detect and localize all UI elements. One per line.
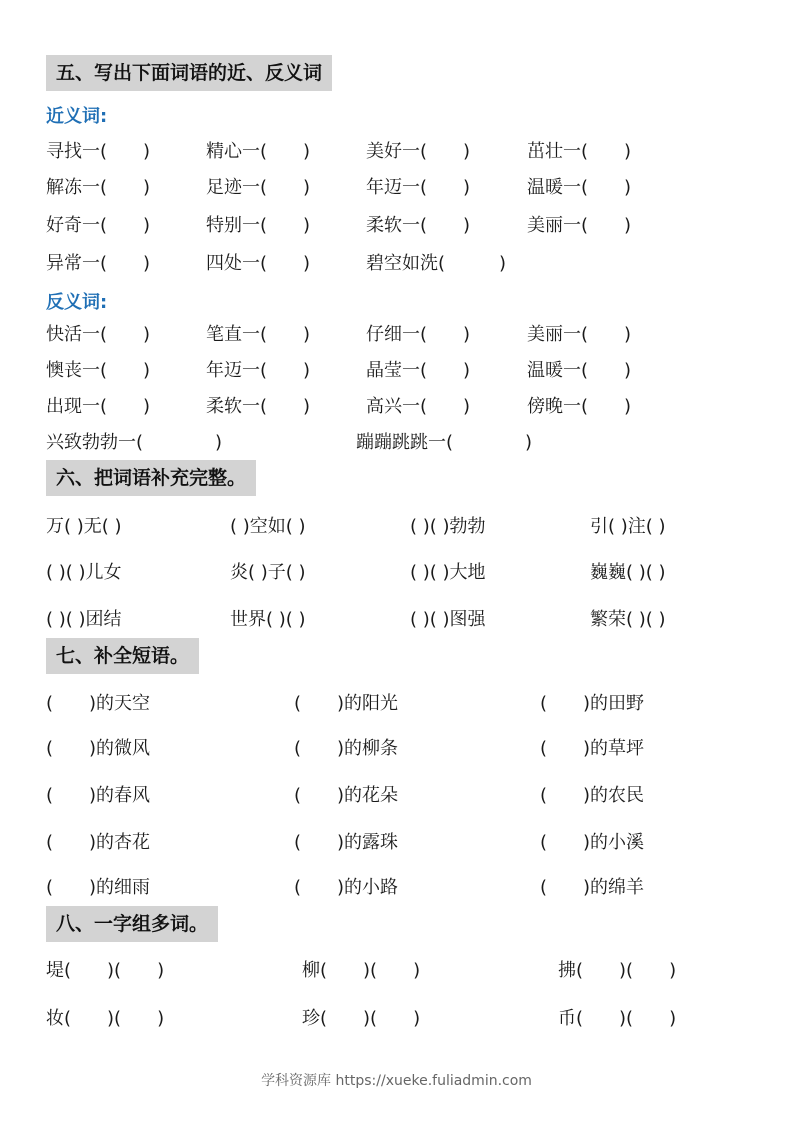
word-group-item: 拂( )( ) bbox=[558, 960, 677, 981]
antonym-item: 傍晚一( ) bbox=[527, 396, 632, 417]
idiom-item: ( )( )勃勃 bbox=[410, 516, 486, 537]
idiom-item: ( )( )儿女 bbox=[46, 562, 122, 583]
antonym-item: 高兴一( ) bbox=[366, 396, 471, 417]
antonym-item: 温暖一( ) bbox=[527, 360, 632, 381]
synonym-item: 四处一( ) bbox=[206, 253, 311, 274]
synonym-item: 柔软一( ) bbox=[366, 215, 471, 236]
word-group-item: 堤( )( ) bbox=[46, 960, 165, 981]
phrase-item: ( )的天空 bbox=[46, 693, 151, 714]
word-group-item: 珍( )( ) bbox=[302, 1008, 421, 1029]
idiom-item: ( )( )团结 bbox=[46, 609, 122, 630]
phrase-item: ( )的小溪 bbox=[540, 832, 645, 853]
phrase-item: ( )的微风 bbox=[46, 738, 151, 759]
antonyms-label: 反义词: bbox=[46, 292, 108, 313]
idiom-item: ( )( )大地 bbox=[410, 562, 486, 583]
idiom-item: ( )( )图强 bbox=[410, 609, 486, 630]
idiom-item: 世界( )( ) bbox=[230, 609, 306, 630]
synonym-item: 茁壮一( ) bbox=[527, 141, 632, 162]
synonym-item: 特别一( ) bbox=[206, 215, 311, 236]
synonym-item: 异常一( ) bbox=[46, 253, 151, 274]
synonym-item: 精心一( ) bbox=[206, 141, 311, 162]
synonyms-label: 近义词: bbox=[46, 106, 108, 127]
phrase-item: ( )的田野 bbox=[540, 693, 645, 714]
section-5-title: 五、写出下面词语的近、反义词 bbox=[46, 55, 332, 91]
idiom-item: 巍巍( )( ) bbox=[590, 562, 666, 583]
antonym-item: 快活一( ) bbox=[46, 324, 151, 345]
synonym-item: 碧空如洗( ) bbox=[366, 253, 507, 274]
synonym-item: 解冻一( ) bbox=[46, 177, 151, 198]
antonym-item: 年迈一( ) bbox=[206, 360, 311, 381]
idiom-item: ( )空如( ) bbox=[230, 516, 306, 537]
idiom-item: 引( )注( ) bbox=[590, 516, 666, 537]
idiom-item: 繁荣( )( ) bbox=[590, 609, 666, 630]
phrase-item: ( )的露珠 bbox=[294, 832, 399, 853]
antonym-item: 兴致勃勃一( ) bbox=[46, 432, 223, 453]
phrase-item: ( )的柳条 bbox=[294, 738, 399, 759]
idiom-item: 炎( )子( ) bbox=[230, 562, 306, 583]
section-6-title: 六、把词语补充完整。 bbox=[46, 460, 256, 496]
antonym-item: 笔直一( ) bbox=[206, 324, 311, 345]
synonym-item: 足迹一( ) bbox=[206, 177, 311, 198]
phrase-item: ( )的春风 bbox=[46, 785, 151, 806]
word-group-item: 币( )( ) bbox=[558, 1008, 677, 1029]
phrase-item: ( )的花朵 bbox=[294, 785, 399, 806]
phrase-item: ( )的小路 bbox=[294, 877, 399, 898]
word-group-item: 柳( )( ) bbox=[302, 960, 421, 981]
antonym-item: 懊丧一( ) bbox=[46, 360, 151, 381]
section-8-title: 八、一字组多词。 bbox=[46, 906, 218, 942]
phrase-item: ( )的草坪 bbox=[540, 738, 645, 759]
word-group-item: 妆( )( ) bbox=[46, 1008, 165, 1029]
antonym-item: 出现一( ) bbox=[46, 396, 151, 417]
antonym-item: 蹦蹦跳跳一( ) bbox=[356, 432, 533, 453]
antonym-item: 柔软一( ) bbox=[206, 396, 311, 417]
phrase-item: ( )的细雨 bbox=[46, 877, 151, 898]
antonym-item: 晶莹一( ) bbox=[366, 360, 471, 381]
synonym-item: 美丽一( ) bbox=[527, 215, 632, 236]
phrase-item: ( )的绵羊 bbox=[540, 877, 645, 898]
synonym-item: 温暖一( ) bbox=[527, 177, 632, 198]
idiom-item: 万( )无( ) bbox=[46, 516, 122, 537]
synonym-item: 年迈一( ) bbox=[366, 177, 471, 198]
antonym-item: 美丽一( ) bbox=[527, 324, 632, 345]
synonym-item: 美好一( ) bbox=[366, 141, 471, 162]
antonym-item: 仔细一( ) bbox=[366, 324, 471, 345]
phrase-item: ( )的阳光 bbox=[294, 693, 399, 714]
synonym-item: 寻找一( ) bbox=[46, 141, 151, 162]
phrase-item: ( )的农民 bbox=[540, 785, 645, 806]
section-7-title: 七、补全短语。 bbox=[46, 638, 199, 674]
footer-source: 学科资源库 https://xueke.fuliadmin.com bbox=[261, 1073, 532, 1089]
phrase-item: ( )的杏花 bbox=[46, 832, 151, 853]
synonym-item: 好奇一( ) bbox=[46, 215, 151, 236]
